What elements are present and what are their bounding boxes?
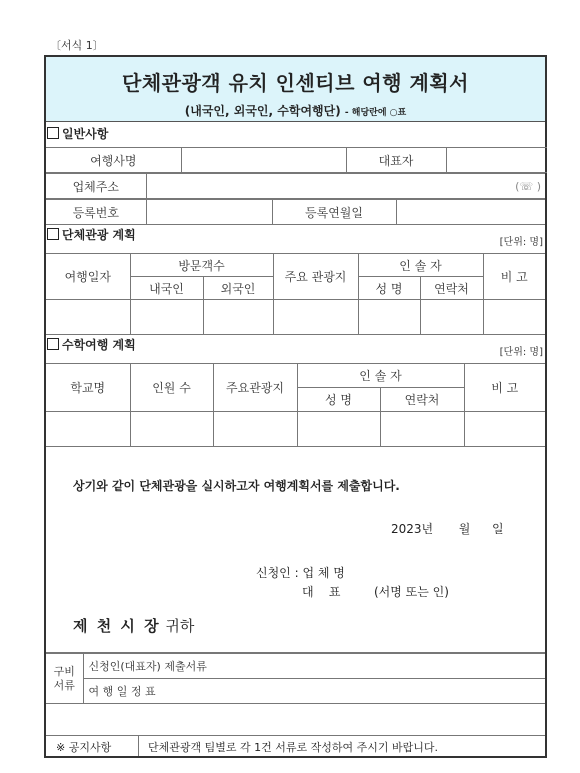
representative-field[interactable] xyxy=(446,148,547,173)
travel-agency-label: 여행사명 xyxy=(46,148,181,173)
travel-agency-field[interactable] xyxy=(181,148,346,173)
reg-date-label: 등록연월일 xyxy=(272,200,396,225)
group-tour-table xyxy=(46,253,545,335)
section-group-tour xyxy=(46,225,545,253)
representative-label: 대표자 xyxy=(346,148,446,173)
checkbox-square-icon xyxy=(47,127,59,139)
form-header xyxy=(46,57,545,122)
main-sites-header: 주요 관광지 xyxy=(273,254,358,300)
date-line xyxy=(391,520,504,537)
checkbox-square-icon xyxy=(47,228,59,240)
guide-contact-cell[interactable] xyxy=(420,300,483,335)
phone-hint: (☏ ) xyxy=(515,179,541,193)
section-school-trip xyxy=(46,335,545,363)
applicant-representative: 대 표 xyxy=(302,585,341,599)
school-guide-contact-header: 연락처 xyxy=(380,388,464,412)
address-field[interactable] xyxy=(146,174,545,199)
school-remarks-header: 비 고 xyxy=(464,364,545,412)
headcount-cell[interactable] xyxy=(130,412,213,447)
notice-label: ※ 공지사항 xyxy=(56,741,112,754)
school-trip-table xyxy=(46,363,545,447)
guide-header: 인 솔 자 xyxy=(358,254,483,277)
school-guide-name-cell[interactable] xyxy=(297,412,380,447)
plan-form xyxy=(44,55,547,758)
school-name-cell[interactable] xyxy=(46,412,130,447)
recipient-name: 제 천 시 장 xyxy=(73,617,161,635)
domestic-header: 내국인 xyxy=(130,277,203,300)
checkbox-square-icon xyxy=(47,338,59,350)
guide-name-header: 성 명 xyxy=(358,277,420,300)
general-table xyxy=(46,147,547,173)
reg-number-label: 등록번호 xyxy=(46,200,146,225)
form-subtitle xyxy=(46,102,545,119)
section-general-title: 일반사항 xyxy=(62,127,109,141)
document-item-itinerary: 여 행 일 정 표 xyxy=(83,679,545,704)
declaration-text: 상기와 같이 단체관광을 실시하고자 여행계획서를 제출합니다. xyxy=(73,479,400,493)
date-day: 일 xyxy=(492,522,504,536)
school-sites-cell[interactable] xyxy=(213,412,297,447)
form-title: 단체관광객 유치 인센티브 여행 계획서 xyxy=(122,71,469,95)
subtitle-note: - 해당란에 ○표 xyxy=(344,108,407,118)
travel-date-cell[interactable] xyxy=(46,300,130,335)
headcount-header: 인원 수 xyxy=(130,364,213,412)
school-guide-name-header: 성 명 xyxy=(297,388,380,412)
registration-table xyxy=(46,199,545,225)
section-school-trip-title: 수학여행 계획 xyxy=(62,338,136,352)
reg-date-field[interactable] xyxy=(396,200,545,225)
recipient xyxy=(73,615,194,636)
subtitle-types: (내국인, 외국인, 수학여행단) xyxy=(184,104,341,118)
reg-number-field[interactable] xyxy=(146,200,272,225)
school-sites-header: 주요관광지 xyxy=(213,364,297,412)
documents-label: 구비 서류 xyxy=(46,654,83,704)
notice-row xyxy=(46,735,545,756)
section-general xyxy=(46,122,545,147)
declaration-block xyxy=(46,447,545,653)
school-guide-contact-cell[interactable] xyxy=(380,412,464,447)
school-remarks-cell[interactable] xyxy=(464,412,545,447)
notice-divider xyxy=(138,736,139,756)
school-trip-unit: [단위: 명] xyxy=(499,347,543,358)
required-documents-table xyxy=(46,653,545,704)
remarks-cell[interactable] xyxy=(483,300,545,335)
section-group-tour-title: 단체관광 계획 xyxy=(62,228,136,242)
address-table xyxy=(46,173,545,199)
domestic-cell[interactable] xyxy=(130,300,203,335)
foreign-cell[interactable] xyxy=(203,300,273,335)
remarks-header: 비 고 xyxy=(483,254,545,300)
form-number-label: 〔서식 1〕 xyxy=(50,39,104,52)
date-month: 월 xyxy=(458,522,471,536)
guide-name-cell[interactable] xyxy=(358,300,420,335)
travel-date-header: 여행일자 xyxy=(46,254,130,300)
school-name-header: 학교명 xyxy=(46,364,130,412)
recipient-suffix: 귀하 xyxy=(165,617,195,635)
address-label: 업체주소 xyxy=(46,174,146,199)
school-guide-header: 인 솔 자 xyxy=(297,364,464,388)
notice-text: 단체관광객 팀별로 각 1건 서류로 작성하여 주시기 바랍니다. xyxy=(148,741,438,754)
guide-contact-header: 연락처 xyxy=(420,277,483,300)
applicant-company: 신청인 : 업 체 명 xyxy=(256,566,345,580)
group-tour-unit: [단위: 명] xyxy=(499,237,543,248)
signature-note: (서명 또는 인) xyxy=(374,585,449,599)
date-year: 2023년 xyxy=(391,522,434,536)
main-sites-cell[interactable] xyxy=(273,300,358,335)
visitors-header: 방문객수 xyxy=(130,254,273,277)
foreign-header: 외국인 xyxy=(203,277,273,300)
document-item-applicant: 신청인(대표자) 제출서류 xyxy=(83,654,545,679)
